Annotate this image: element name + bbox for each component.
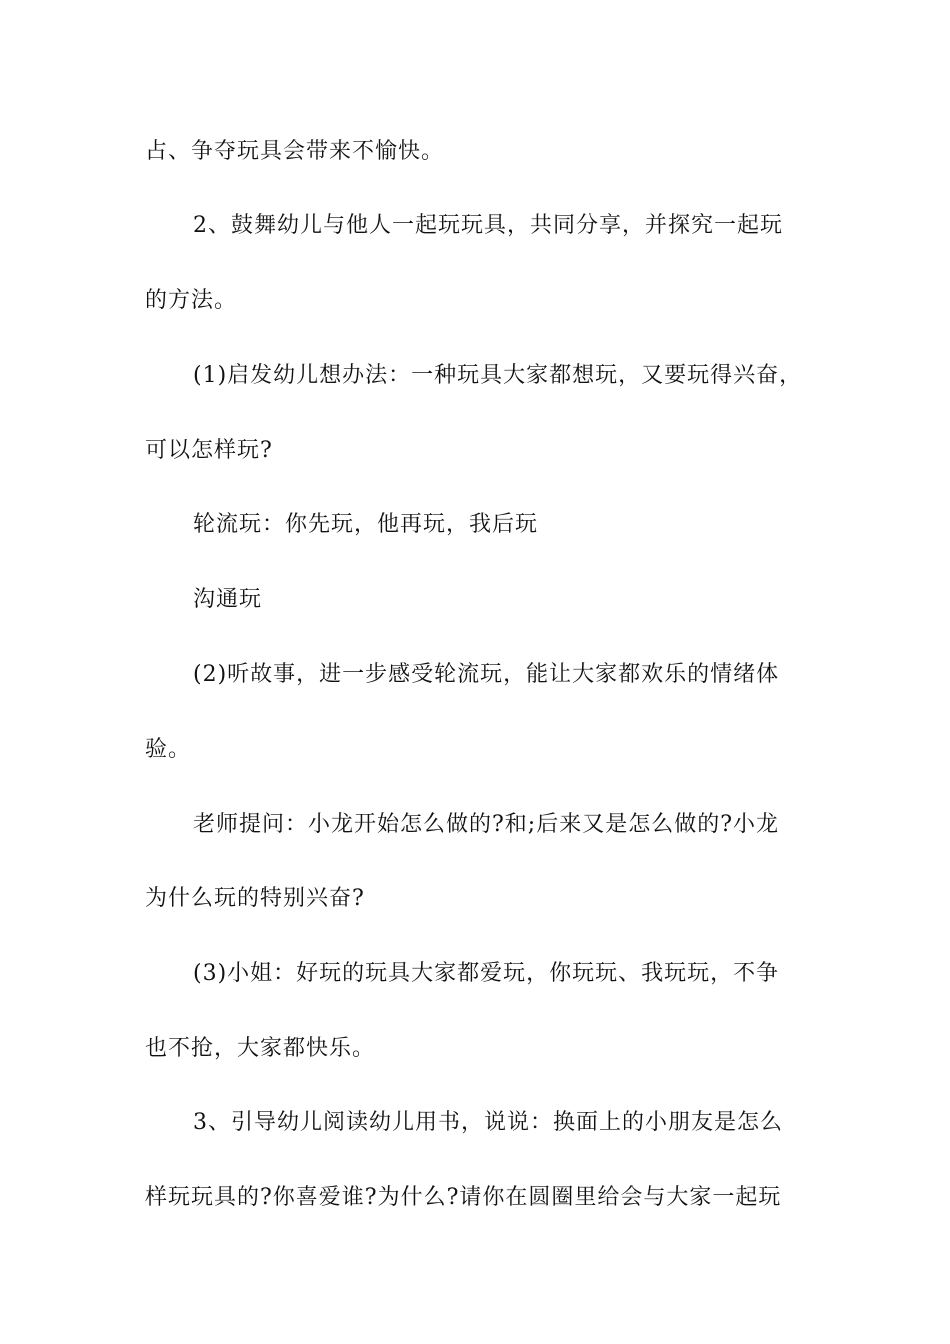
text-line: 占、争夺玩具会带来不愉快。 [145,139,445,164]
text-line: 2、鼓舞幼儿与他人一起玩玩具，共同分享，并探究一起玩 [193,213,783,238]
text-line: 轮流玩：你先玩，他再玩，我后玩 [193,512,539,537]
text-line: 3、引导幼儿阅读幼儿用书，说说：换面上的小朋友是怎么 [193,1110,783,1135]
text-line: 也不抢，大家都快乐。 [145,1036,376,1061]
text-line: 沟通玩 [193,587,263,612]
text-line: 验。 [145,737,192,762]
text-line: (2)听故事，进一步感受轮流玩，能让大家都欢乐的情绪体 [193,662,780,687]
text-line: 可以怎样玩? [145,438,273,463]
text-line: 样玩玩具的?你喜爱谁?为什么?请你在圆圈里给会与大家一起玩 [145,1185,782,1210]
text-line: 的方法。 [145,288,238,313]
text-line: 为什么玩的特别兴奋? [145,886,365,911]
text-line: (3)小姐：好玩的玩具大家都爱玩，你玩玩、我玩玩，不争 [193,961,780,986]
text-line: 老师提问：小龙开始怎么做的?和;后来又是怎么做的?小龙 [193,812,780,837]
text-line: (1)启发幼儿想办法：一种玩具大家都想玩，又要玩得兴奋， [193,363,803,388]
